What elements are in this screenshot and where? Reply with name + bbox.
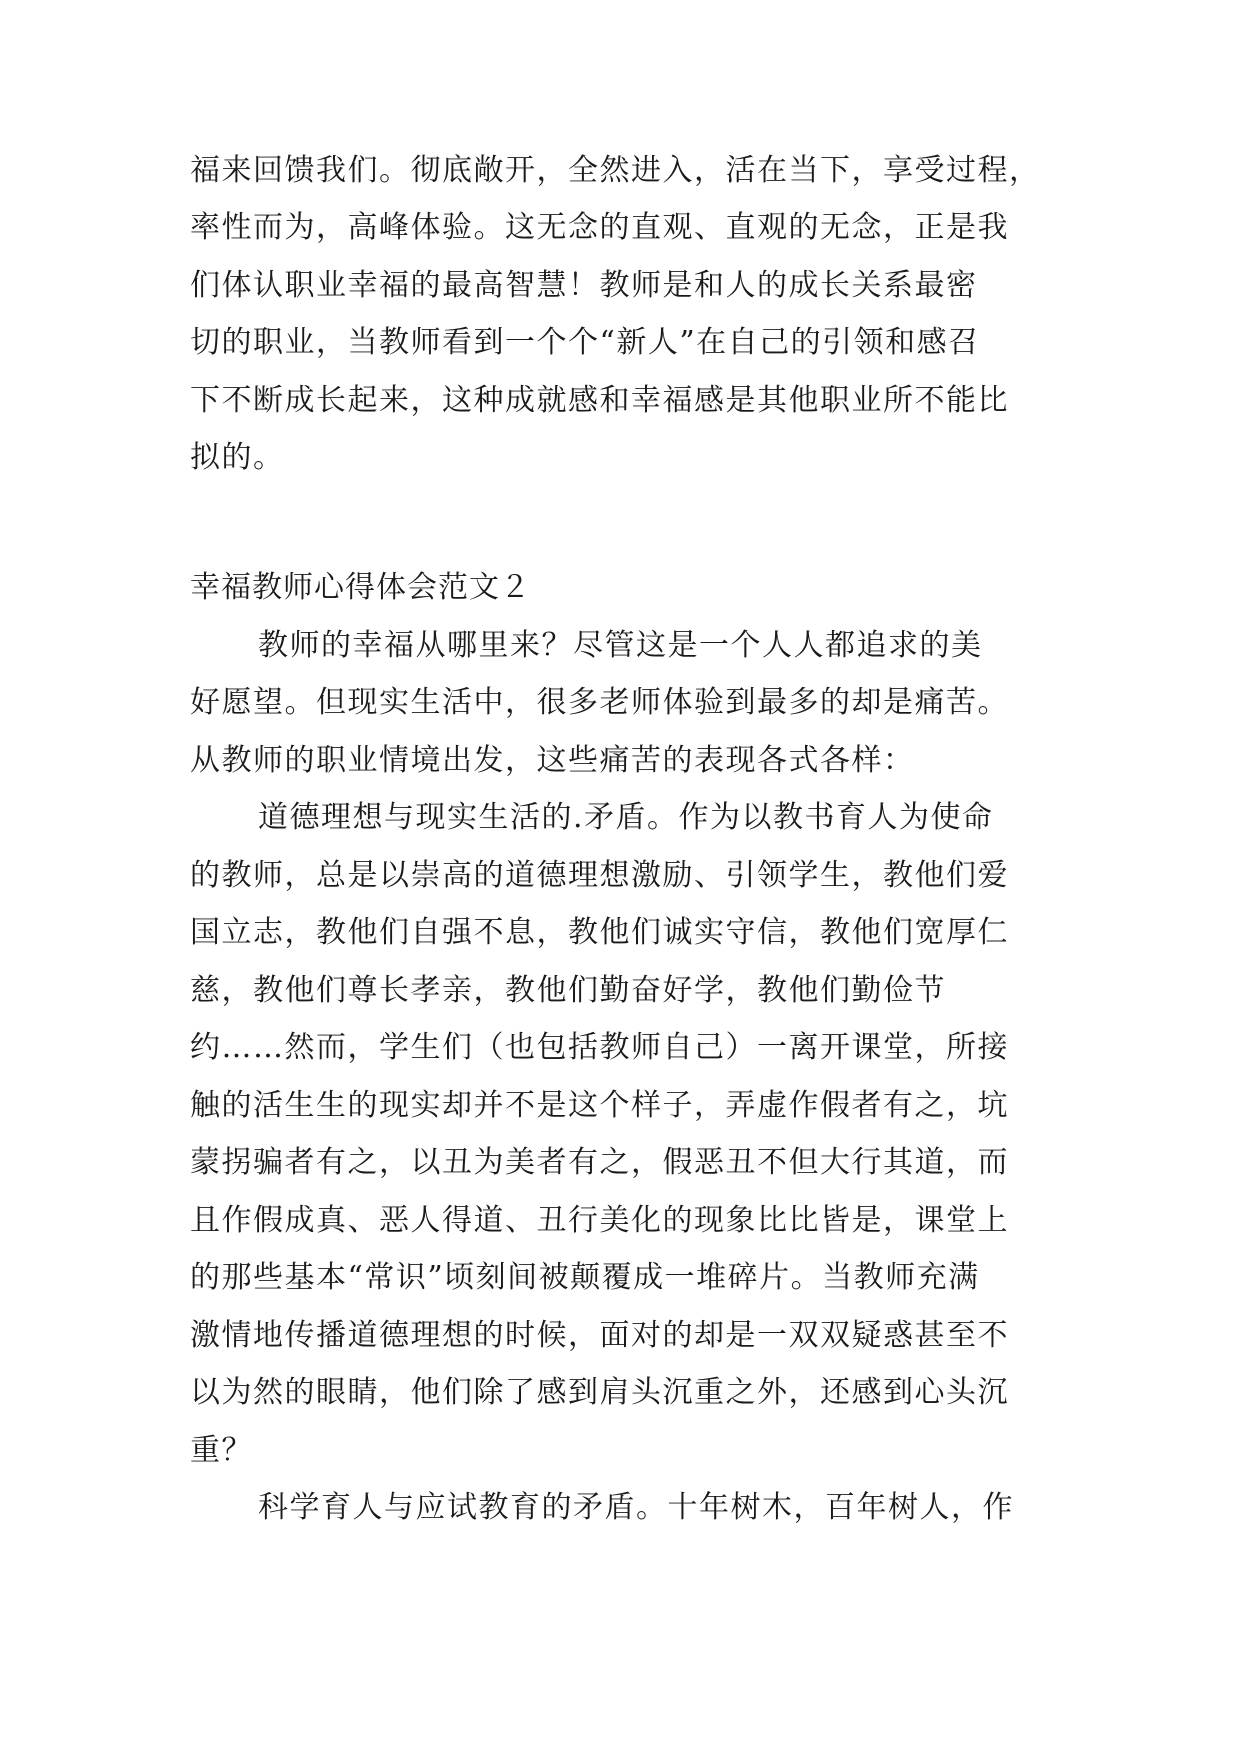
paragraph-line: 的那些基本“常识”顷刻间被颠覆成一堆碎片。当教师充满 — [190, 1260, 980, 1295]
paragraph-line: 国立志，教他们自强不息，教他们诚实守信，教他们宽厚仁 — [190, 915, 1009, 950]
paragraph-line: 下不断成长起来，这种成就感和幸福感是其他职业所不能比 — [190, 383, 1009, 418]
paragraph-line: 道德理想与现实生活的.矛盾。作为以教书育人为使命 — [258, 800, 994, 835]
paragraph-line: 科学育人与应试教育的矛盾。十年树木，百年树人，作 — [258, 1490, 1014, 1525]
paragraph-line: 好愿望。但现实生活中，很多老师体验到最多的却是痛苦。 — [190, 685, 1009, 720]
paragraph-line: 约……然而，学生们（也包括教师自己）一离开课堂，所接 — [190, 1030, 1009, 1065]
paragraph-line: 激情地传播道德理想的时候，面对的却是一双双疑惑甚至不 — [190, 1318, 1009, 1353]
paragraph-line: 以为然的眼睛，他们除了感到肩头沉重之外，还感到心头沉 — [190, 1375, 1009, 1410]
paragraph-line: 率性而为，高峰体验。这无念的直观、直观的无念，正是我 — [190, 210, 1009, 245]
paragraph-line: 们体认职业幸福的最高智慧！教师是和人的成长关系最密 — [190, 268, 978, 303]
paragraph-line: 重？ — [190, 1433, 253, 1468]
paragraph-line: 且作假成真、恶人得道、丑行美化的现象比比皆是，课堂上 — [190, 1203, 1009, 1238]
paragraph-line: 的教师，总是以崇高的道德理想激励、引领学生，教他们爱 — [190, 858, 1009, 893]
paragraph-line: 教师的幸福从哪里来？尽管这是一个人人都追求的美 — [258, 628, 983, 663]
paragraph-line: 触的活生生的现实却并不是这个样子，弄虚作假者有之，坑 — [190, 1088, 1009, 1123]
paragraph-line: 蒙拐骗者有之，以丑为美者有之，假恶丑不但大行其道，而 — [190, 1145, 1009, 1180]
paragraph-line: 福来回馈我们。彻底敞开，全然进入，活在当下，享受过程， — [190, 153, 1041, 188]
paragraph-line: 从教师的职业情境出发，这些痛苦的表现各式各样： — [190, 743, 915, 778]
paragraph-line: 慈，教他们尊长孝亲，教他们勤奋好学，教他们勤俭节 — [190, 973, 946, 1008]
paragraph-line: 拟的。 — [190, 440, 285, 475]
paragraph-line: 切的职业，当教师看到一个个“新人”在自己的引领和感召 — [190, 325, 980, 360]
section-heading: 幸福教师心得体会范文２ — [190, 570, 531, 605]
